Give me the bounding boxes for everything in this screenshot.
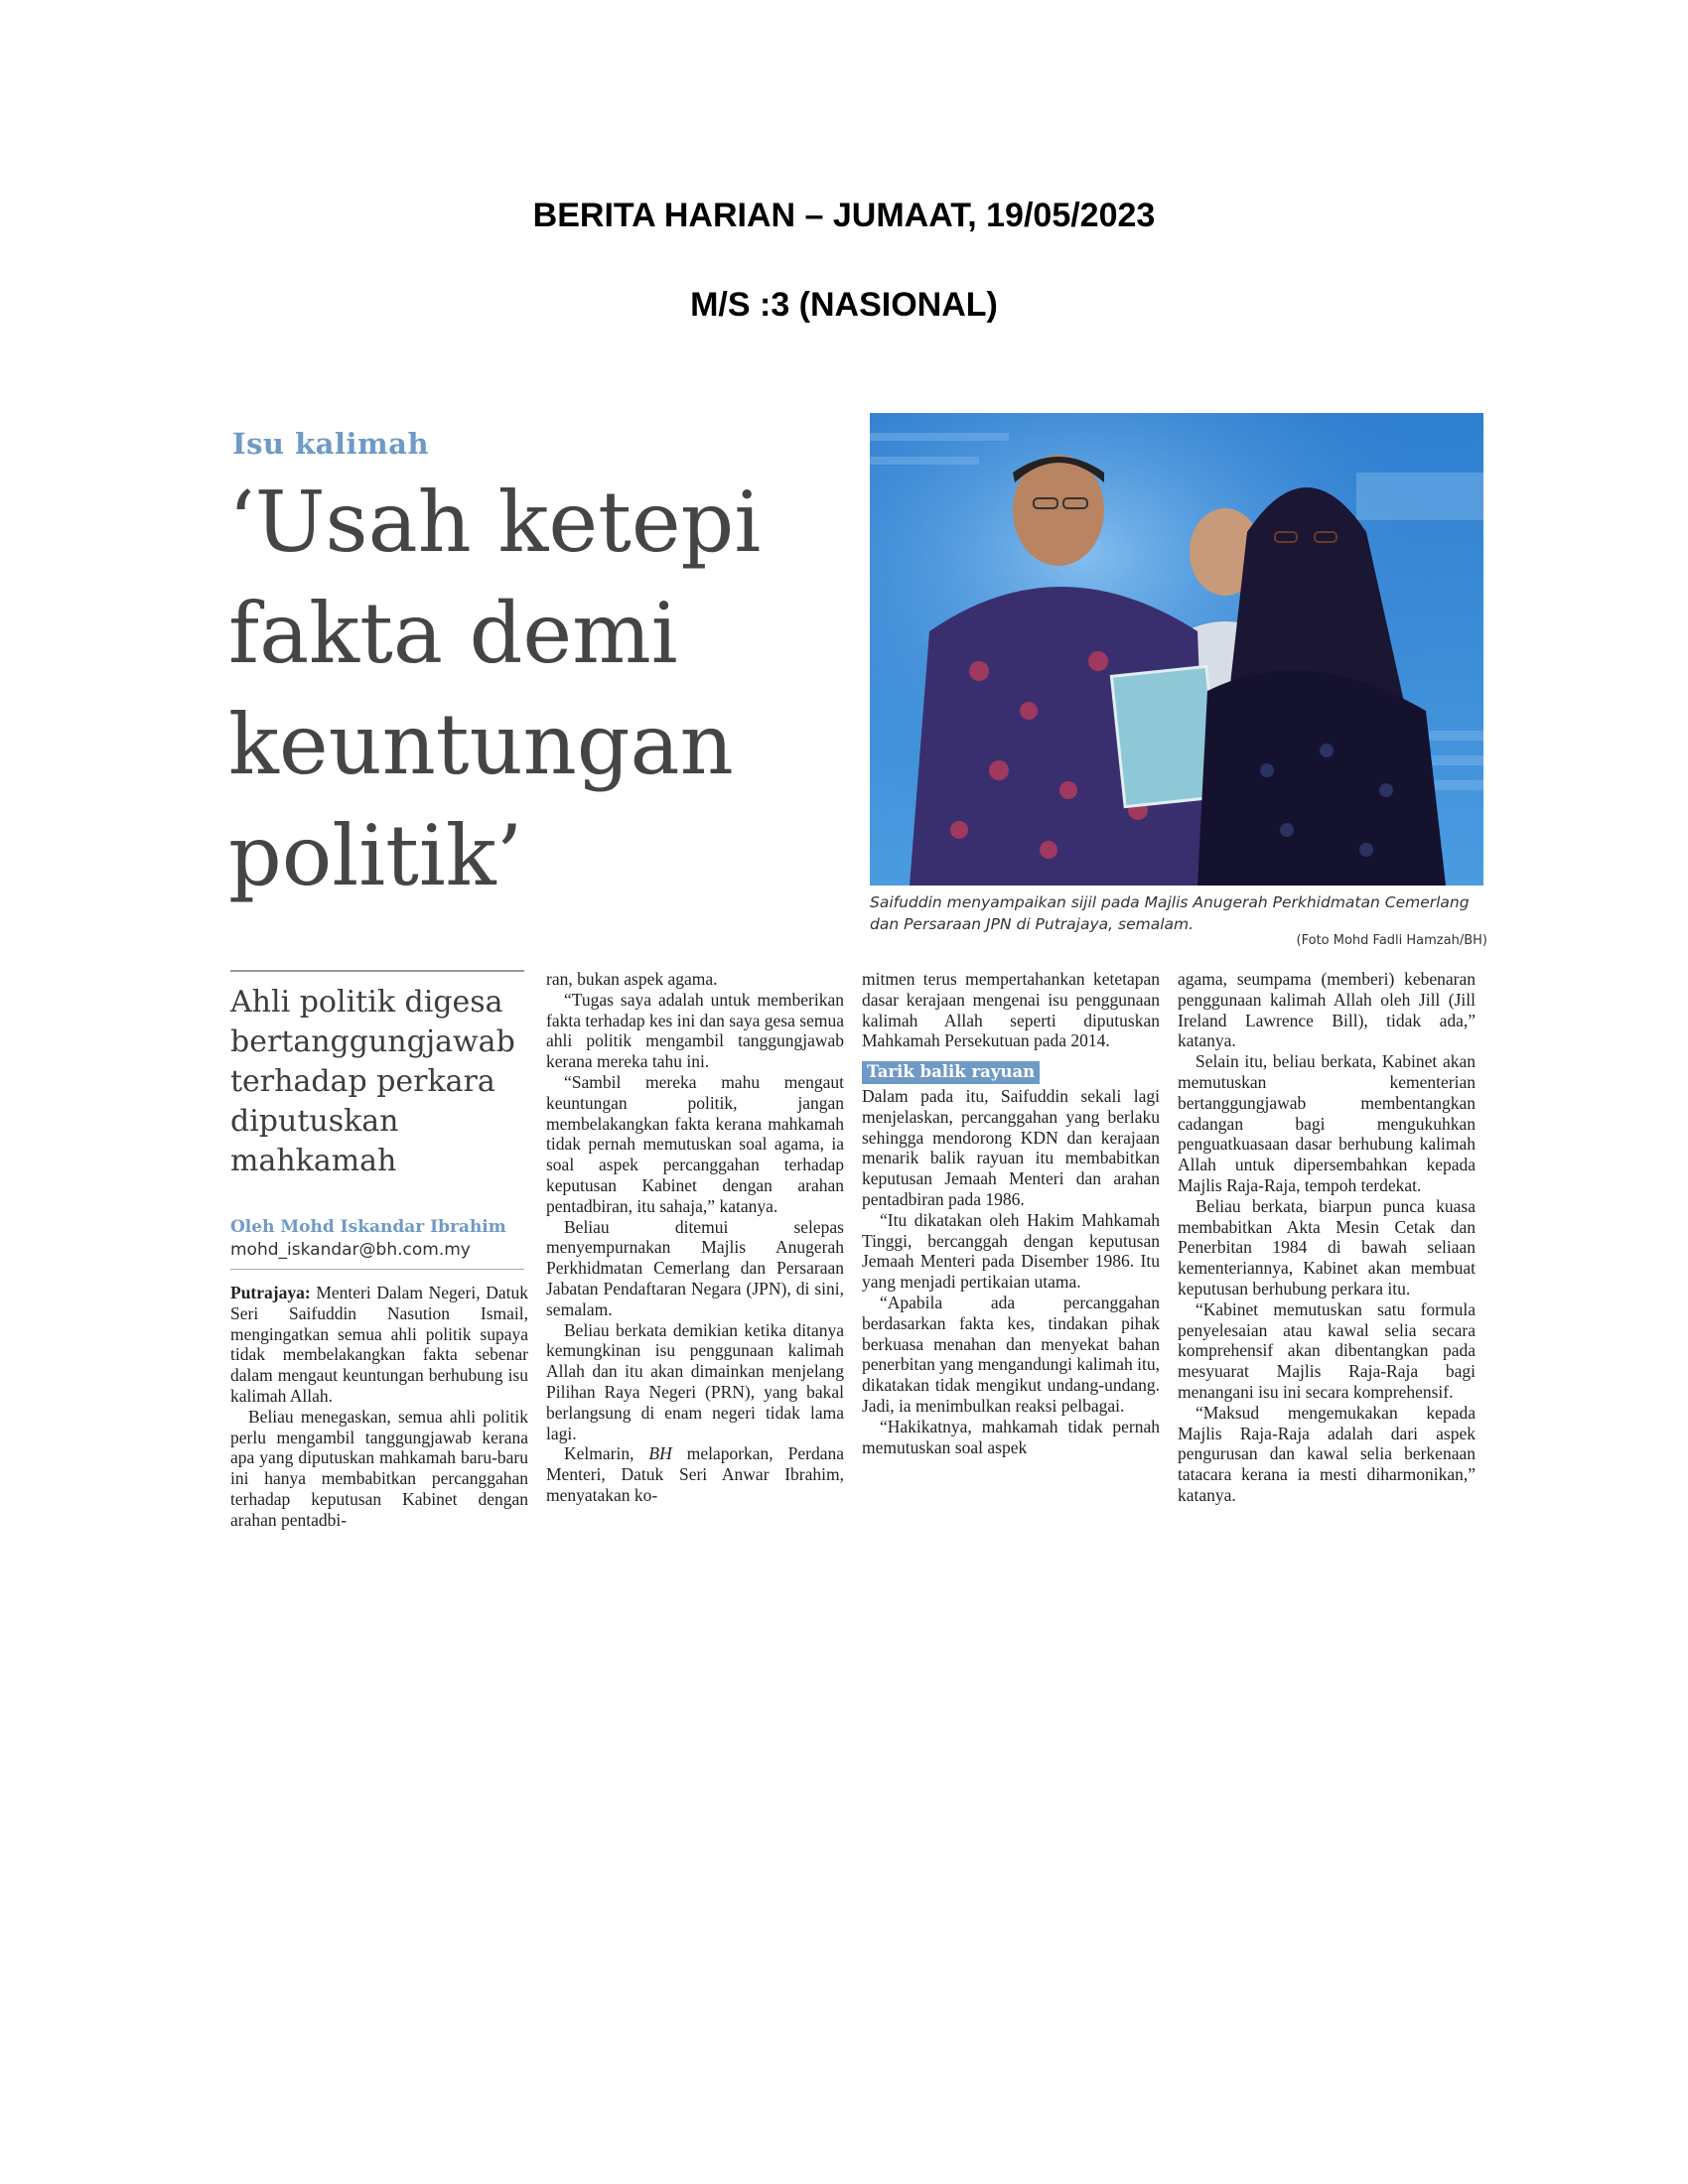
paragraph-text: melaporkan, Perdana Menteri, Datuk Seri Anwar Ibrahim, menyatakan ko- [546,1443,844,1505]
article-column-4 [1178,969,1476,1506]
paragraph [230,1283,528,1407]
paragraph: “Sambil mereka mahu mengaut keuntungan politik, jangan membelakangkan fakta kerana mahkamah tidak pernah memutuskan soal agama, ia soal aspek percanggahan terhadap keputusan Kabinet dengan arahan pentadbiran, itu sahaja,” katanya. [546,1071,844,1216]
paragraph: Dalam pada itu, Saifuddin sekali lagi menjelaskan, percanggahan yang berlaku sehingga mendorong KDN dan kerajaan menarik balik rayuan itu membabitkan keputusan Jemaah Menteri dan arahan pentadbiran pada 1986. [862,1085,1160,1209]
article-kicker: Isu kalimah [232,427,430,461]
paragraph [546,1443,844,1505]
paragraph: “Maksud mengemukakan kepada Majlis Raja-Raja adalah dari aspek pengurusan dan kawal selia berkenaan tatacara kerana ia mesti diharmonikan,” katanya. [1178,1402,1476,1505]
photo-credit: (Foto Mohd Fadli Hamzah/BH) [1296,933,1487,948]
paragraph: “Kabinet memutuskan satu formula penyelesaian atau kawal selia secara komprehensif akan dibentangkan pada mesyuarat Majlis Raja-Raja bagi menangani isu ini secara komprehensif. [1178,1298,1476,1402]
paragraph: mitmen terus mempertahankan ketetapan dasar kerajaan mengenai isu penggunaan kalimah Allah seperti diputuskan Mahkamah Persekutuan pada 2014. [862,969,1160,1051]
document-header-page: M/S :3 (NASIONAL) [690,286,998,324]
paragraph-text: Kelmarin, [564,1443,634,1464]
headline-line: politik’ [228,807,523,904]
document-header-title: BERITA HARIAN – JUMAAT, 19/05/2023 [532,197,1156,234]
paragraph: “Tugas saya adalah untuk memberikan fakta terhadap kes ini dan saya gesa semua ahli politik mengambil tanggungjawab kerana mereka tahu ini. [546,989,844,1072]
newspaper-clipping [226,409,1501,1610]
divider [230,970,524,972]
photo-caption: Saifuddin menyampaikan sijil pada Majlis Anugerah Perkhidmatan Cemerlang dan Persaraan JPN di Putrajaya, semalam. [870,893,1470,933]
section-subhead: Tarik balik rayuan [862,1061,1040,1084]
paragraph: ran, bukan aspek agama. [546,969,718,989]
dateline: Putrajaya: [230,1283,311,1302]
divider [230,1269,524,1270]
paragraph: Beliau berkata demikian ketika ditanya kemungkinan isu penggunaan kalimah Allah dan itu akan dimainkan menjelang Pilihan Raya Negeri (PRN), yang bakal berlangsung di enam negeri tidak lama lagi. [546,1319,844,1443]
paragraph: Beliau berkata, biarpun punca kuasa membabitkan Akta Mesin Cetak dan Penerbitan 1984 di bawah seliaan kementeriannya, Kabinet akan membuat keputusan berhubung perkara itu. [1178,1195,1476,1298]
article-deck: Ahli politik digesa bertanggungjawab terhadap perkara diputuskan mahkamah [230,985,515,1178]
article-headline [228,467,824,911]
paragraph: Selain itu, beliau berkata, Kabinet akan memutuskan kementerian bertanggungjawab membentangkan cadangan bagi mengukuhkan penguatkuasaan dasar berhubung kalimah Allah untuk dipersembahkan kepada Majlis Raja-Raja, tempoh terdekat. [1178,1051,1476,1195]
article-byline: Oleh Mohd Iskandar Ibrahim [230,1217,506,1237]
photo-illustration [870,413,1483,886]
paragraph-text: Menteri Dalam Negeri, Datuk Seri Saifuddin Nasution Ismail, mengingatkan semua ahli politik supaya tidak membelakangkan fakta sebenar dalam mengaut keuntungan berhubung isu kalimah Allah. [230,1283,528,1406]
paragraph: Beliau menegaskan, semua ahli politik perlu mengambil tanggungjawab kerana apa yang diputuskan mahkamah baru-baru ini hanya membabitkan percanggahan terhadap keputusan Kabinet dengan arahan pentadbi- [230,1406,528,1530]
paragraph: “Itu dikatakan oleh Hakim Mahkamah Tinggi, bercanggah dengan keputusan Jemaah Menteri pada Disember 1986. Itu yang menjadi pertikaian utama. [862,1209,1160,1293]
news-photo [870,413,1483,886]
article-column-2 [546,969,844,1506]
paragraph: “Apabila ada percanggahan berdasarkan fakta kes, tindakan pihak berkuasa menahan dan menyekat bahan penerbitan yang mengandungi kalimah itu, dikatakan tidak mengikut undang-undang. Jadi, ia menimbulkan reaksi pelbagai. [862,1292,1160,1416]
author-email: mohd_iskandar@bh.com.my [230,1240,471,1260]
headline-line: fakta demi [228,585,678,682]
paragraph: Beliau ditemui selepas menyempurnakan Majlis Anugerah Perkhidmatan Cemerlang dan Persaraan Jabatan Pendaftaran Negara (JPN), di sini, semalam. [546,1216,844,1319]
article-column-3 [862,969,1160,1457]
headline-line: ‘Usah ketepi [228,474,762,571]
publication-name: BH [648,1443,672,1464]
paragraph: agama, seumpama (memberi) kebenaran penggunaan kalimah Allah oleh Jill (Jill Ireland Lawrence Bill), tidak ada,” katanya. [1178,969,1476,1051]
paragraph: “Hakikatnya, mahkamah tidak pernah memutuskan soal aspek [862,1416,1160,1457]
article-column-1 [230,1283,528,1531]
headline-line: keuntungan [228,696,734,793]
